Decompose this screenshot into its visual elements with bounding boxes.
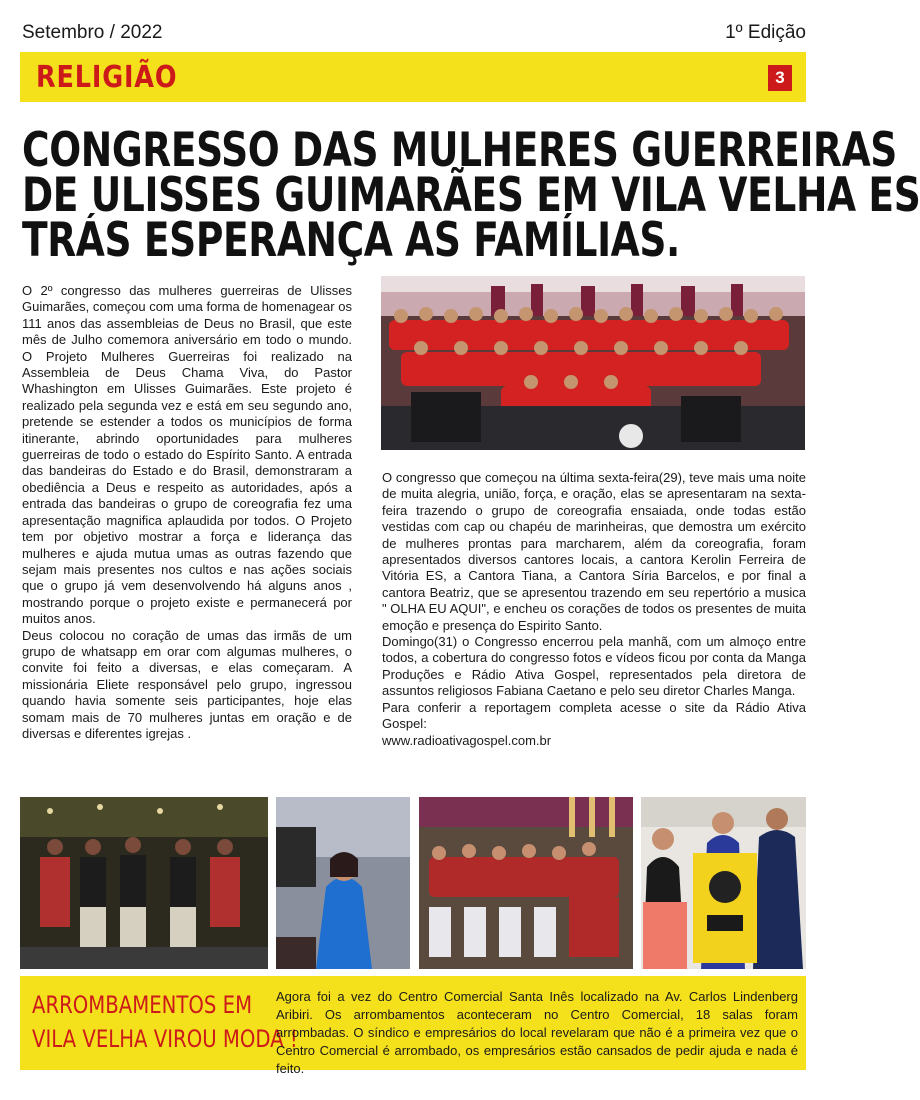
radio-banner-photo-icon <box>641 797 806 969</box>
issue-date: Setembro / 2022 <box>22 22 163 43</box>
headline-line: DE ULISSES GUIMARÃES EM VILA VELHA ES <box>22 168 920 223</box>
section-bar <box>20 52 806 102</box>
audience-photo-icon <box>419 797 633 969</box>
article-column-left <box>22 283 352 742</box>
website-link[interactable]: www.radioativagospel.com.br <box>382 732 552 748</box>
article-paragraph: Para conferir a reportagem completa acesse o site da Rádio Ativa Gospel: <box>382 699 806 732</box>
article-paragraph: O 2º congresso das mulheres guerreiras de Ulisses Guimarães, começou com uma forma de homenagear os 111 anos das assembleias de Deus no Brasil, que este mês de Julho comemora aniversário em todo o mundo. O Projeto Mulheres Guerreiras foi realizado na Assembleia de Deus Chama Viva, do Pastor Whashington em Ulisses Guimarães. Este projeto é realizado pela segunda vez e está em seu segundo ano, pretende se estender a todos os municípios de forma itinerante, abrindo oportunidades para mulheres guerreiras de todo o estado do Espírito Santo. A entrada das bandeiras do Estado e do Brasil, demonstraram a obediência a Deus e respeito as autoridades, após a entrada das bandeiras o grupo de coreografia fez uma apresentação magnifica aplaudida por todos. O Projeto tem por objetivo mostrar a força e liderança das mulheres e ajuda mutua umas as outras fazendo que sejam mais presentes nos cultos e nas ações sociais que o grupo já vem desenvolvendo há alguns anos , mostrando porque o projeto existe e permanecerá por muitos anos. <box>22 283 352 627</box>
singer-photo-icon <box>276 797 410 969</box>
bottom-story-title-line: ARROMBAMENTOS EM <box>32 991 253 1019</box>
headline-line: CONGRESSO DAS MULHERES GUERREIRAS <box>22 123 897 178</box>
page-header <box>22 22 806 48</box>
bottom-story-text: Agora foi a vez do Centro Comercial Santa Inês localizado na Av. Carlos Lindenberg Aribiri. Os arrombamentos aconteceram no Centro Comercial, 18 salas foram arrombadas. O síndico e empresários do local revelaram que não é a primeira vez que o Centro Comercial é arrombado, os empresários estão cansados de pedir ajuda e nada é feito. <box>276 989 798 1076</box>
bottom-story <box>20 976 806 1076</box>
article-headline <box>22 123 920 268</box>
group-photo-icon <box>381 276 805 450</box>
article-paragraph: O congresso que começou na última sexta-feira(29), teve mais uma noite de muita alegria, união, força, e oração, elas se apresentaram na sexta-feira trazendo o grupo de coreografia ensaiada, onde todas estão vestidas com cap ou chapéu de marinheiras, que demostra um exército de mulheres prontas para marcharem, além da coreografia, foram apresentados diversos cantores locais, a cantora Kerolin Ferreira de Vitória ES, a Cantora Tiana, a Cantora Síria Barcelos, e por final a cantora Beatriz, que se apresentou trazendo em seu repertório a musica " OLHA EU AQUI", e encheu os corações de todos os presentes de muita emoção e presença do Espirito Santo. <box>382 470 806 633</box>
bottom-story-title <box>32 988 298 1056</box>
page-number: 3 <box>768 65 792 91</box>
choreography-photo-icon <box>20 797 268 969</box>
article-column-right <box>382 470 806 749</box>
article-paragraph: Deus colocou no coração de umas das irmãs de um grupo de whatsapp em orar com algumas mulheres, o convite foi feito a diversas, e elas começaram. A missionária Eliete responsável pelo grupo, ingressou quando havia somente seis participantes, hoje elas somam mais de 70 mulheres juntas em oração e de diversas e diferentes igrejas . <box>22 627 352 741</box>
section-name: RELIGIÃO <box>36 60 178 95</box>
article-paragraph: Domingo(31) o Congresso encerrou pela manhã, com um almoço entre todos, a cobertura do congresso fotos e vídeos ficou por conta da Manga Produções e Rádio Ativa Gospel, representados pela diretora de assuntos religiosos Fabiana Caetano e pelo seu diretor Charles Manga. <box>382 634 806 699</box>
edition-label: 1º Edição <box>725 22 806 43</box>
bottom-story-title-line: VILA VELHA VIROU MODA ! <box>32 1025 298 1053</box>
headline-line: TRÁS ESPERANÇA AS FAMÍLIAS. <box>22 213 680 268</box>
